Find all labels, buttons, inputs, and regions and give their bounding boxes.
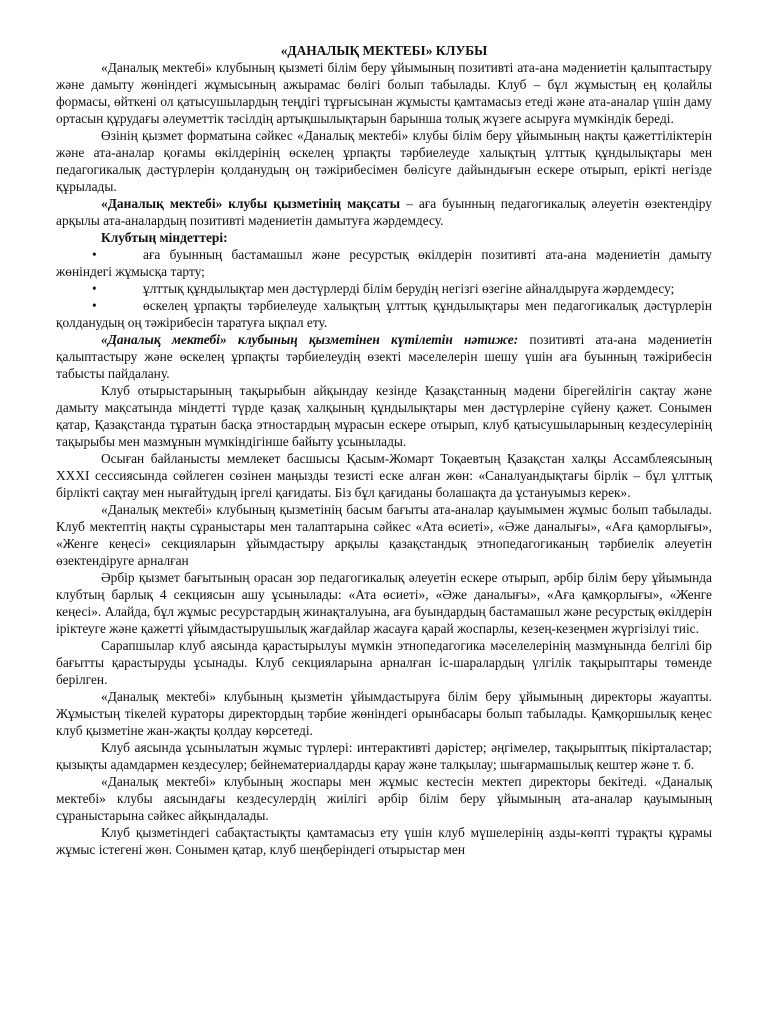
paragraph-result [56,331,712,382]
aim-text: – аға буынның педагогикалық әлеуетін өзектендіру арқылы ата-аналардың позитивті мәдениетін дамытуға жәрдемдесу. [56,196,712,228]
paragraph-format: Өзінің қызмет форматына сәйкес «Даналық мектебі» клубы білім беру ұйымының нақты қажеттіліктерін және ата-аналар қоғамы өкілдерінің өскелең ұрпақты тәрбиелеуде халықтың ұлттық құндылықтары мен педагогикалық дәстүрлерін қолданудың оң тәжірибесімен бөлісуге дайындығын ескере отырып, ерікті негізде құрылады. [56,128,712,194]
bullet-icon: • [92,298,97,313]
result-text: позитивті ата-ана мәдениетін қалыптастыру және өскелең ұрпақты тәрбиелеудің өзекті мәселелерін шешу үшін аға буынның тәжірибесін табысты пайдалану. [56,332,712,381]
tasks-list [56,246,712,331]
task-text: ұлттық құндылықтар мен дәстүрлерді білім берудің негізгі өзегіне айналдыруға жәрдемдесу; [143,281,675,296]
result-label: «Даналық мектебі» клубының қызметінен күтілетін нәтиже: [101,332,519,347]
task-text: өскелең ұрпақты тәрбиелеуде халықтың ұлттық құндылықтары мен педагогикалық дәстүрлерін қолданудың оң тәжірибесін таратуға ықпал ету. [56,298,712,330]
paragraph-work-types: Клуб аясында ұсынылатын жұмыс түрлері: интерактивті дәрістер; әңгімелер, тақырыптық пікірталастар; қызықты адамдармен кездесулер; бейнематериалдарды қарау және талқылау; шығармашылық кештер және т. б. [56,740,712,772]
document-title: «ДАНАЛЫҚ МЕКТЕБІ» КЛУБЫ [280,43,488,58]
bullet-icon: • [92,281,97,296]
list-item [56,280,712,297]
tasks-heading: Клубтың міндеттері: [101,230,228,245]
paragraph-priority: «Даналық мектебі» клубының қызметінің басым бағыты ата-аналар қауымымен жұмыс болып табылады. Клуб мектептің нақты сұраныстары мен талаптарына сәйкес «Ата өсиеті», «Әже даналығы», «Аға қаморлығы», «Женге кеңесі» секцияларын ұйымдастыру арқылы қазақстандық этнопедагогиканың тәрбиелік әлеуетін өзектендіруге арналған [56,502,712,568]
paragraph-quote: Осыған байланысты мемлекет басшысы Қасым-Жомарт Тоқаевтың Қазақстан халқы Ассамблеясының XXXI сессиясында сөйлеген сөзінен маңызды тезисті еске алған жөн: «Саналуандықтағы бірлік – бұл ұлттық бірлікті сақтау мен нығайтудың іргелі қағидаты. Біз бұл қағиданы болашақта да ұстануымыз керек». [56,451,712,500]
aim-label: «Даналық мектебі» клубы қызметінің мақсаты [101,196,401,211]
paragraph-sections: Әрбір қызмет бағытының орасан зор педагогикалық әлеуетін ескере отырып, әрбір білім беру ұйымында клубтың барлық 4 секциясын ашу ұсынылады: «Ата өсиеті», «Әже даналығы», «Аға қамқорлығы», «Женге кеңесі». Алайда, бұл жұмыс ресурстардың жинақталуына, аға буындардың бастамашыл және ресурстық өкілдерін іріктеуге және қажетті ұйымдастырушылық жағдайлар жасауға қарай жоспарлы, кезең-кезеңмен жүргізілуі тиіс. [56,570,712,636]
paragraph-schedule: «Даналық мектебі» клубының жоспары мен жұмыс кестесін мектеп директоры бекітеді. «Даналық мектебі» клубы аясындағы кездесулердің жиілігі әрбір білім беру ұйымының ата-аналар қауымының сұраныстарына сәйкес айқындалады. [56,774,712,823]
task-text: аға буынның бастамашыл және ресурстық өкілдерін позитивті ата-ана мәдениетін дамыту жөніндегі жұмысқа тарту; [56,247,712,279]
document-page [56,42,712,858]
list-item [56,246,712,280]
paragraph-responsibility: «Даналық мектебі» клубының қызметін ұйымдастыруға білім беру ұйымының директоры жауапты. Жұмыстың тікелей кураторы директордың тәрбие жөніндегі орынбасары болып табылады. Қамқоршылық кеңес клуб қызметіне жан-жақты қолдау көрсетеді. [56,689,712,738]
paragraph-experts: Сарапшылар клуб аясында қарастырылуы мүмкін этнопедагогика мәселелерінің мазмұнында белгілі бір бағытты қарастыруды ұсынады. Клуб секцияларына арналған іс-шаралардың үлгілік тақырыптары төменде берілген. [56,638,712,687]
list-item [56,297,712,331]
bullet-icon: • [92,247,97,262]
paragraph-intro: «Даналық мектебі» клубының қызметі білім беру ұйымының позитивті ата-ана мәдениетін қалыптастыру және дамыту жөніндегі жұмысының ажырамас бөлігі болып табылады. Клуб – бұл жұмыстың ең қолайлы формасы, өйткені ол қатысушылардың теңдігі тұрғысынан жұмысты қамтамасыз етеді және ата-аналар үшін даму ортасын құрудағы әлеуметтік тәсілдің артықшылықтарын барынша толық жүзеге асыруға мүмкіндік береді. [56,60,712,126]
paragraph-continuity: Клуб қызметіндегі сабақтастықты қамтамасыз ету үшін клуб мүшелерінің азды-көпті тұрақты құрамы жұмыс істегені жөн. Сонымен қатар, клуб шеңберіндегі отырыстар мен [56,825,712,857]
paragraph-aim [56,195,712,229]
paragraph-topics: Клуб отырыстарының тақырыбын айқындау кезінде Қазақстанның мәдени бірегейлігін сақтау және дамыту мақсатында міндетті түрде қазақ халқының құндылықтары мен дәстүрлеріне сүйену қажет. Сонымен қатар, Қазақстанда тұратын басқа этностардың мұрасын ескере отырып, клуб қатысушыларының кездесулерінің тақырыбы мен мазмұнын мүмкіндігінше байыту ұсынылады. [56,383,712,449]
